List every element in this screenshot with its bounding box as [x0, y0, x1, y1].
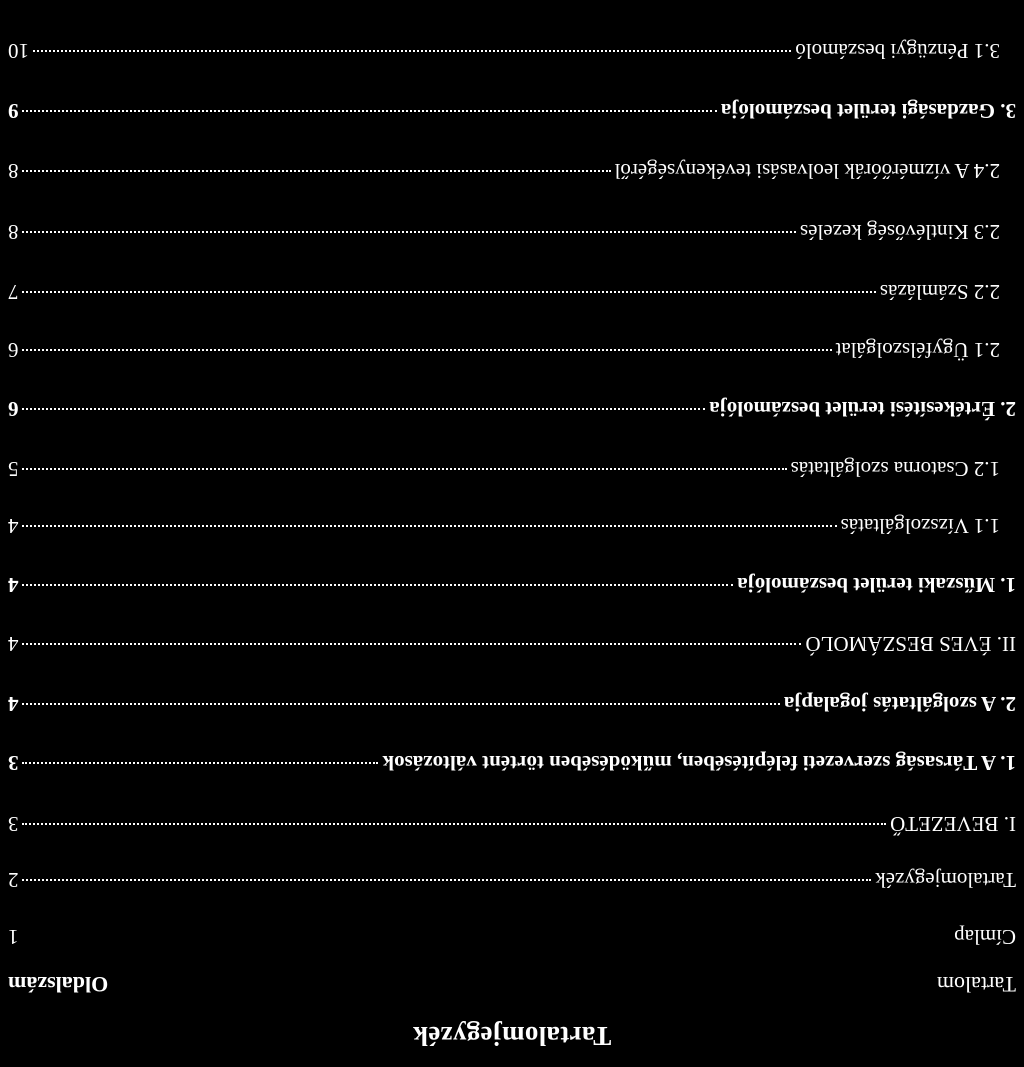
toc-leader: [23, 408, 706, 410]
toc-entry-label: 2.3 Kintlévőség kezelés: [799, 220, 1000, 244]
toc-leader: [23, 643, 802, 645]
toc-entry-page: 4: [8, 692, 19, 716]
toc-leader: [23, 762, 379, 764]
document-title: Tartalomjegyzék: [412, 1021, 612, 1051]
toc-entry: [8, 811, 1016, 837]
toc-entry: [8, 572, 1016, 598]
toc-leader: [23, 525, 837, 527]
toc-entry-page: 6: [8, 397, 19, 421]
toc-entry: [8, 456, 1016, 482]
toc-entry: [8, 219, 1016, 245]
toc-entry-page: 3: [8, 812, 19, 836]
toc-entry-label: Címlap: [954, 925, 1016, 949]
toc-leader: [23, 703, 780, 705]
toc-entry-label: 2.4 A vízmérőórák leolvasási tevékenységéről: [614, 159, 1000, 183]
column-header-content: Tartalom: [936, 972, 1016, 997]
toc-entry-page: 5: [8, 457, 19, 481]
toc-entry: [8, 337, 1016, 363]
toc-entry-label: 1.2 Csatorna szolgáltatás: [790, 457, 1000, 481]
toc-entry-page: 6: [8, 338, 19, 362]
toc-entry: [8, 396, 1016, 422]
toc-entry-label: Tartalomjegyzék: [875, 868, 1016, 892]
toc-leader: [23, 170, 611, 172]
toc-entry-page: 3: [8, 751, 19, 775]
toc-leader: [23, 231, 796, 233]
toc-entry: [8, 38, 1016, 64]
toc-entry: [8, 158, 1016, 184]
toc-entry-page: 4: [8, 632, 19, 656]
toc-leader: [23, 349, 832, 351]
toc-entry-page: 10: [8, 39, 29, 63]
toc-entry-page: 1: [8, 925, 19, 949]
toc-leader: [23, 468, 787, 470]
toc-leader: [33, 50, 791, 52]
toc-entry: [8, 750, 1016, 776]
toc-entry: [8, 691, 1016, 717]
toc-entry-label: 3. Gazdasági terület beszámolója: [720, 99, 1016, 123]
column-header-page: Oldalszám: [8, 972, 109, 997]
toc-entry-label: 2.1 Ügyfélszolgálat: [835, 338, 1000, 362]
toc-leader: [23, 110, 717, 112]
toc-entry-page: 8: [8, 220, 19, 244]
toc-entry-label: 1. Műszaki terület beszámolója: [737, 573, 1016, 597]
toc-entry-label: I. BEVEZETŐ: [890, 812, 1016, 836]
toc-leader: [23, 584, 734, 586]
toc-entry-label: 1.1 Vízszolgáltatás: [840, 514, 1000, 538]
toc-entry-page: 4: [8, 514, 19, 538]
toc-entry: [8, 867, 1016, 893]
toc-entry: [8, 279, 1016, 305]
toc-entry-page: 2: [8, 868, 19, 892]
toc-entry-label: II. ÉVES BESZÁMOLÓ: [805, 632, 1016, 656]
toc-entry-label: 2. A szolgáltatás jogalapja: [783, 692, 1016, 716]
toc-leader: [23, 291, 876, 293]
toc-entry: [8, 98, 1016, 124]
toc-entry-page: 4: [8, 573, 19, 597]
toc-entry-label: 3.1 Pénzügyi beszámoló: [795, 39, 1000, 63]
toc-entry-label: 1. A Társaság szervezeti felépítésében, működésében történt változások: [382, 751, 1016, 775]
toc-entry-label: 2. Értékesítési terület beszámolója: [709, 397, 1016, 421]
toc-entry: [8, 924, 1016, 950]
toc-entry-label: 2.2 Számlázás: [879, 280, 1000, 304]
toc-entry: [8, 631, 1016, 657]
toc-entry: [8, 513, 1016, 539]
toc-entry-page: 9: [8, 99, 19, 123]
toc-leader: [23, 879, 872, 881]
toc-entry-page: 8: [8, 159, 19, 183]
toc-leader: [23, 823, 887, 825]
toc-entry-page: 7: [8, 280, 19, 304]
